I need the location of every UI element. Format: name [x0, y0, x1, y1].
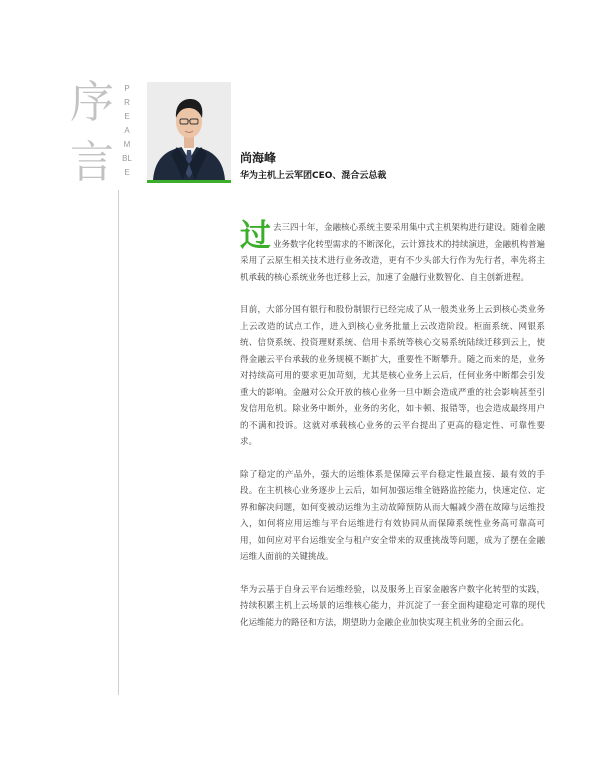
paragraph-3: 除了稳定的产品外，强大的运维体系是保障云平台稳定性最直接、最有效的手段。在主机核心业务逐步上云后，如何加强运维全链路监控能力，快速定位、定界和解决问题，如何变被动运维为主动故障预防从而大幅减少潜在故障与运维投入，如何将应用运维与平台运维进行有效协同从而保障系统性业务高可靠高可用，如何应对平台运维安全与租户安全带来的双重挑战等问题，成为了摆在金融运维人面前的关键挑战。	[240, 469, 545, 562]
heading-char-xu: 序	[70, 77, 114, 128]
preamble-label: PREAMBLE	[122, 84, 132, 177]
paragraph-1	[240, 220, 545, 286]
vertical-divider	[118, 190, 119, 695]
preamble-body	[240, 220, 545, 647]
dropcap-char: 过	[240, 218, 271, 254]
author-title: 华为主机上云军团CEO、混合云总裁	[240, 171, 387, 181]
heading-char-yan: 言	[70, 137, 114, 188]
author-portrait	[147, 82, 231, 180]
portrait-accent-bar	[147, 180, 231, 183]
paragraph-4: 华为云基于自身云平台运维经验，以及服务上百家金融客户数字化转型的实践，持续积累主机上云场景的运维核心能力，并沉淀了一套全面构建稳定可靠的现代化运维能力的路径和方法，期望助力金融企业加快实现主机业务的全面云化。	[240, 584, 545, 628]
portrait-illustration	[147, 82, 231, 180]
author-name: 尚海峰	[240, 151, 277, 165]
paragraph-1-text: 去三四十年，金融核心系统主要采用集中式主机架构进行建设。随着金融业务数字化转型需求的不断深化，云计算技术的持续演进，金融机构普遍采用了云原生相关技术进行业务改造，更有不少头部大行作为先行者，率先将主机承载的核心系统业务也迁移上云，加速了金融行业数智化、自主创新进程。	[240, 223, 546, 283]
paragraph-2: 目前，大部分国有银行和股份制银行已经完成了从一般类业务上云到核心类业务上云改造的试点工作，进入到核心业务批量上云改造阶段。柜面系统、网银系统、信贷系统、投资理财系统、信用卡系统等核心交易系统陆续迁移到云上，使得金融云平台承载的业务规模不断扩大，重要性不断攀升。随之而来的是，业务对持续高可用的要求更加苛刻，尤其是核心业务上云后，任何业务中断都会引发重大的影响。金融对公众开放的核心业务一旦中断会造成严重的社会影响甚至引发信用危机。除业务中断外，业务的劣化，如卡顿、报错等，也会造成最终用户的不满和投诉。这就对承载核心业务的云平台提出了更高的稳定性、可靠性要求。	[240, 305, 545, 447]
